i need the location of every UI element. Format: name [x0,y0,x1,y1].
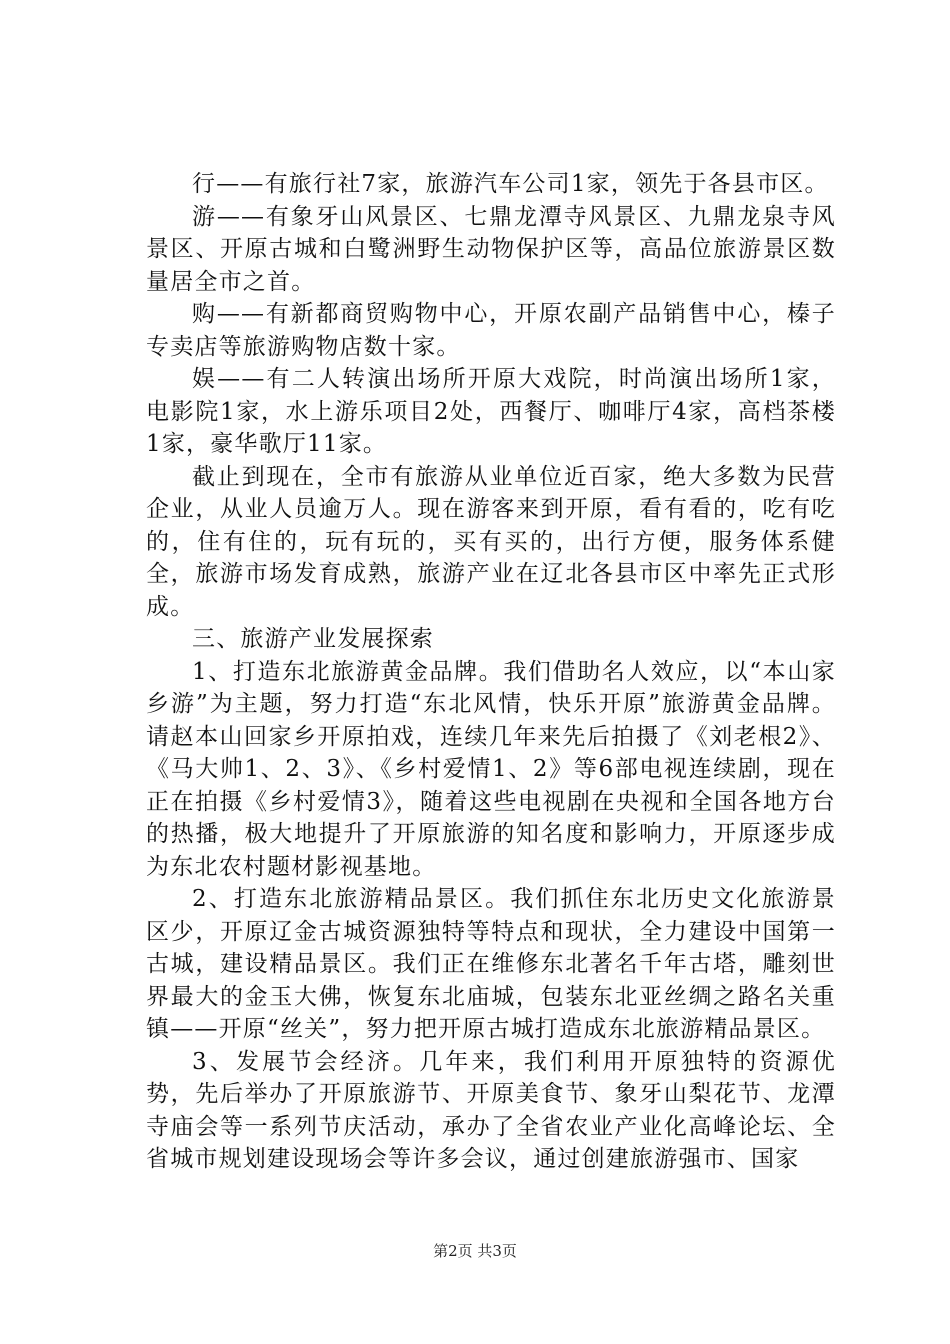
paragraph-entertainment: 娱——有二人转演出场所开原大戏院，时尚演出场所1家，电影院1家，水上游乐项目2处，西餐厅、咖啡厅4家，高档茶楼1家，豪华歌厅11家。 [146,366,836,457]
paragraph-summary: 截止到现在，全市有旅游从业单位近百家，绝大多数为民营企业，从业人员逾万人。现在游客来到开原，看有看的，吃有吃的，住有住的，玩有玩的，买有买的，出行方便，服务体系健全，旅游市场发育成熟，旅游产业在辽北各县市区中率先正式形成。 [146,463,836,620]
paragraph-shopping: 购——有新都商贸购物中心，开原农副产品销售中心，榛子专卖店等旅游购物店数十家。 [146,301,836,360]
document-body [146,168,836,1176]
paragraph-item-3: 3、发展节会经济。几年来，我们利用开原独特的资源优势，先后举办了开原旅游节、开原美食节、象牙山梨花节、龙潭寺庙会等一系列节庆活动，承办了全省农业产业化高峰论坛、全省城市规划建设现场会等许多会议，通过创建旅游强市、国家 [146,1048,836,1172]
paragraph-travel: 行——有旅行社7家，旅游汽车公司1家，领先于各县市区。 [192,171,829,197]
paragraph-item-1: 1、打造东北旅游黄金品牌。我们借助名人效应，以“本山家乡游”为主题，努力打造“东北风情，快乐开原”旅游黄金品牌。请赵本山回家乡开原拍戏，连续几年来先后拍摄了《刘老根2》、《马大帅1、2、3》、《乡村爱情1、2》等6部电视连续剧，现在正在拍摄《乡村爱情3》，随着这些电视剧在央视和全国各地方台的热播，极大地提升了开原旅游的知名度和影响力，开原逐步成为东北农村题材影视基地。 [146,658,836,880]
paragraph-tour: 游——有象牙山风景区、七鼎龙潭寺风景区、九鼎龙泉寺风景区、开原古城和白鹭洲野生动物保护区等，高品位旅游景区数量居全市之首。 [146,203,836,295]
page-number-footer: 第2页 共3页 [433,1242,517,1260]
paragraph-item-2: 2、打造东北旅游精品景区。我们抓住东北历史文化旅游景区少，开原辽金古城资源独特等特点和现状，全力建设中国第一古城，建设精品景区。我们正在维修东北著名千年古塔，雕刻世界最大的金玉大佛，恢复东北庙城，包装东北亚丝绸之路名关重镇——开原“丝关”，努力把开原古城打造成东北旅游精品景区。 [146,886,836,1042]
section-heading: 三、旅游产业发展探索 [192,626,434,652]
